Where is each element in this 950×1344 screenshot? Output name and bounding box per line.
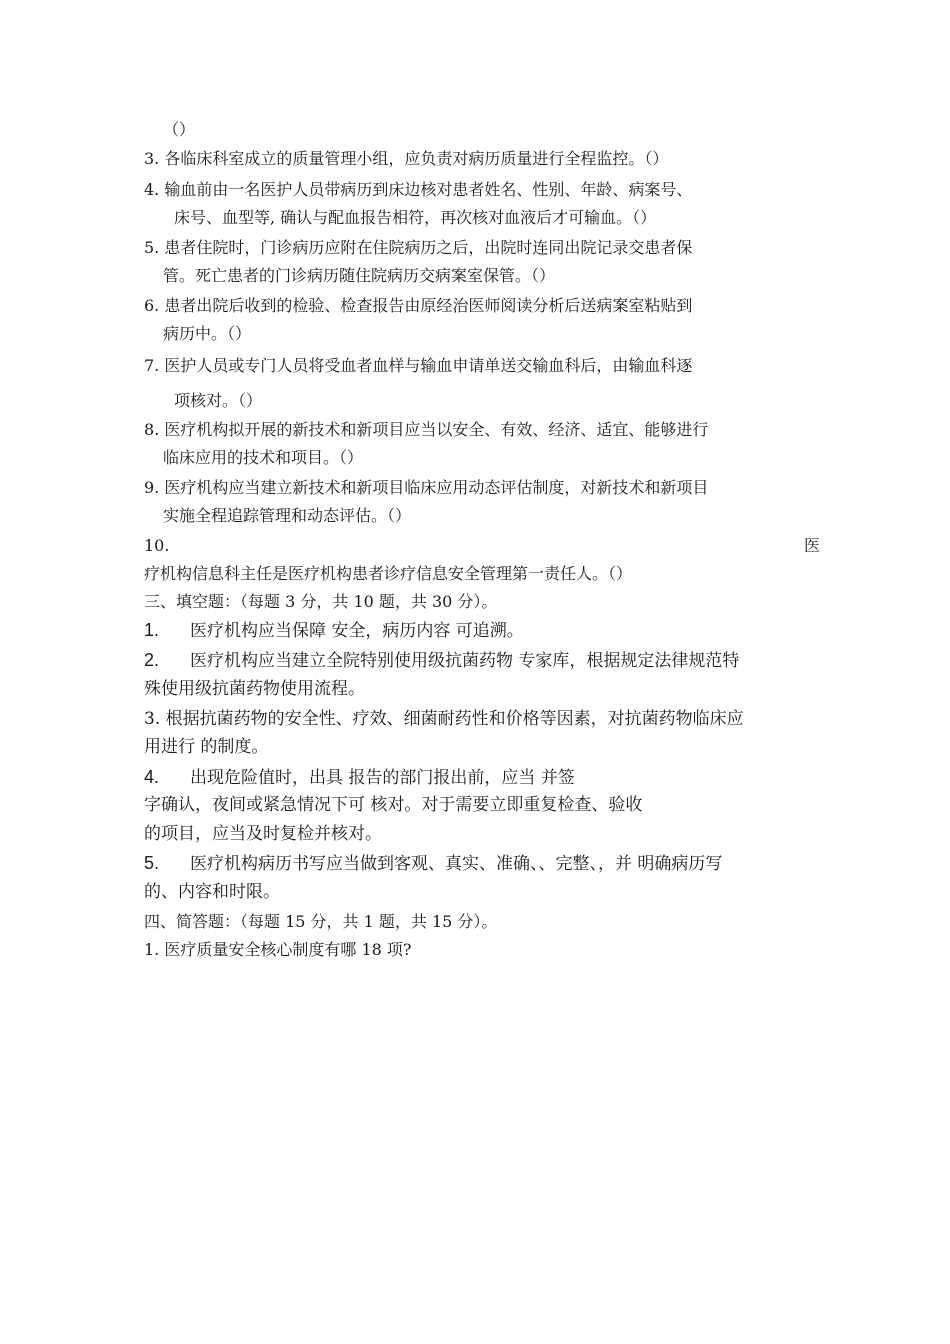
fill-q1 xyxy=(144,619,820,642)
tf-item-3: 3. 各临床科室成立的质量管理小组，应负责对病历质量进行全程监控。（） xyxy=(144,149,669,168)
fill-q4-text: 出现危险值时，出具 报告的部门报出前，应当 并签 xyxy=(190,768,575,788)
fill-q3-line-1: 3. 根据抗菌药物的安全性、疗效、细菌耐药性和价格等因素，对抗菌药物临床应 xyxy=(144,709,744,729)
fill-q4-line-1 xyxy=(144,766,820,789)
fill-q4-number: 4. xyxy=(144,767,160,787)
fill-q1-number: 1. xyxy=(144,620,160,640)
fill-q3-line-2: 用进行 的制度。 xyxy=(144,737,269,757)
fill-q5-number: 5. xyxy=(144,853,160,873)
tf-item-10-number: 10. xyxy=(144,536,170,555)
fill-q4-line-2: 字确认，夜间或紧急情况下可 核对。对于需要立即重复检查、验收 xyxy=(144,795,643,815)
tf-item-8-line-2: 临床应用的技术和项目。（） xyxy=(163,448,364,467)
tf-item-5-line-1: 5. 患者住院时，门诊病历应附在住院病历之后，出院时连同出院记录交患者保 xyxy=(144,238,693,257)
fill-q2-line-1 xyxy=(144,649,820,672)
fill-q5-line-2: 的、内容和时限。 xyxy=(144,882,280,902)
short-answer-heading: 四、简答题：（每题 15 分，共 1 题，共 15 分）。 xyxy=(144,912,498,931)
tf-item-6-line-1: 6. 患者出院后收到的检验、检查报告由原经治医师阅读分析后送病案室粘贴到 xyxy=(144,296,693,315)
tf-item-6-line-2: 病历中。（） xyxy=(163,324,252,343)
tf-item-7-line-1: 7. 医护人员或专门人员将受血者血样与输血申请单送交输血科后，由输血科逐 xyxy=(144,356,693,375)
fill-q5-line-1 xyxy=(144,852,820,875)
fill-q1-text: 医疗机构应当保障 安全，病历内容 可追溯。 xyxy=(190,621,524,641)
fill-blank-heading: 三、填空题：（每题 3 分，共 10 题，共 30 分）。 xyxy=(144,592,498,611)
fill-q2-number: 2. xyxy=(144,650,160,670)
tf-item-5-line-2: 管。死亡患者的门诊病历随住院病历交病案室保管。（） xyxy=(163,266,556,285)
tf-item-10-first-char: 医 xyxy=(803,536,820,555)
fill-q2-line-2: 殊使用级抗菌药物使用流程。 xyxy=(144,679,365,699)
tf-item-9-line-2: 实施全程追踪管理和动态评估。（） xyxy=(163,506,412,525)
fill-q4-line-3: 的项目，应当及时复检并核对。 xyxy=(144,824,382,844)
tf-item-4-line-1: 4. 输血前由一名医护人员带病历到床边核对患者姓名、性别、年龄、病案号、 xyxy=(144,180,693,199)
fill-q5-text: 医疗机构病历书写应当做到客观、真实、准确、、完整、，并 明确病历写 xyxy=(190,854,723,874)
fill-q2-text: 医疗机构应当建立全院特别使用级抗菌药物 专家库，根据规定法律规范特 xyxy=(190,651,740,671)
tf-item-10-line-2: 疗机构信息科主任是医疗机构患者诊疗信息安全管理第一责任人。（） xyxy=(144,564,633,583)
tf-item-10-line-1 xyxy=(144,535,820,557)
prev-item-tail: （） xyxy=(163,120,196,139)
tf-item-4-line-2: 床号、血型等, 确认与配血报告相符，再次核对血液后才可输血。（） xyxy=(174,208,657,227)
tf-item-9-line-1: 9. 医疗机构应当建立新技术和新项目临床应用动态评估制度，对新技术和新项目 xyxy=(144,478,709,497)
tf-item-8-line-1: 8. 医疗机构拟开展的新技术和新项目应当以安全、有效、经济、适宜、能够进行 xyxy=(144,420,709,439)
tf-item-7-line-2: 项核对。（） xyxy=(174,391,263,410)
short-answer-q1: 1. 医疗质量安全核心制度有哪 18 项? xyxy=(144,940,412,959)
